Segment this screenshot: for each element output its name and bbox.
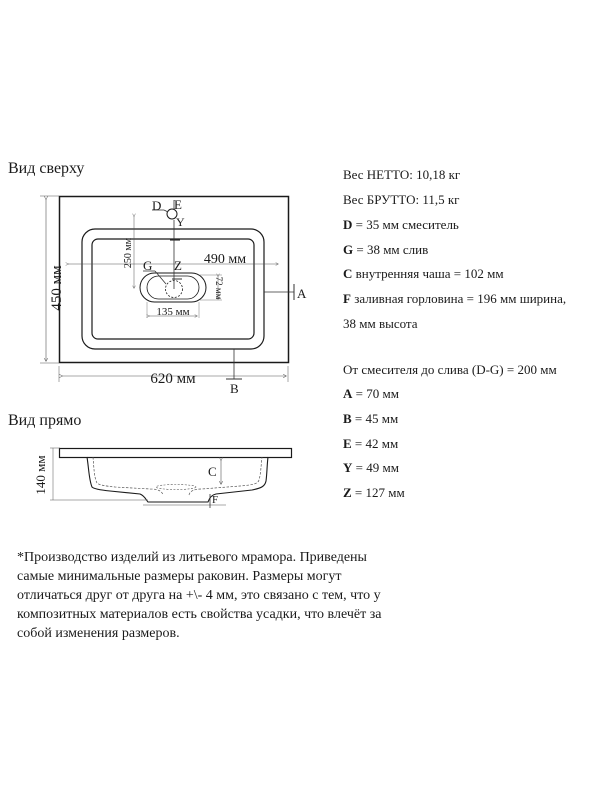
spec-item: F заливная горловина = 196 мм ширина,: [343, 291, 567, 306]
spec-item: E = 42 мм: [343, 436, 399, 451]
label-Z: Z: [174, 258, 182, 273]
spec-item: Вес БРУТТО: 11,5 кг: [343, 192, 460, 207]
label-A: A: [297, 286, 307, 301]
spec-item: B = 45 мм: [343, 411, 399, 426]
spec-item: Вес НЕТТО: 10,18 кг: [343, 167, 461, 182]
label-B: B: [230, 381, 239, 396]
front-slab: [60, 449, 292, 458]
label-D: D: [152, 198, 162, 213]
label-height: 140 мм: [33, 455, 48, 495]
spec-item: C внутренняя чаша = 102 мм: [343, 266, 504, 281]
label-G: G: [143, 258, 153, 273]
front-view-title: Вид прямо: [8, 412, 82, 429]
label-overflow-height: 72 мм: [214, 276, 224, 300]
label-drain-distance: 250 мм: [123, 237, 134, 269]
spec-item: A = 70 мм: [343, 386, 399, 401]
spec-item: Z = 127 мм: [343, 485, 405, 500]
label-F: F: [212, 494, 219, 506]
spec-item: Y = 49 мм: [343, 460, 399, 475]
label-Y: Y: [176, 215, 185, 229]
top-view-title: Вид сверху: [8, 160, 85, 177]
front-basin-outline: [87, 457, 268, 502]
spec-item: От смесителя до слива (D-G) = 200 мм: [343, 362, 557, 377]
label-overflow-width: 135 мм: [156, 306, 190, 318]
spec-item: G = 38 мм слив: [343, 242, 429, 257]
footnote: *Производство изделий из литьевого мрамора. Приведены самые минимальные размеры раковин. Размеры могут отличаться друг от друга на +\- 4 мм, это связано с тем, что у композитных материалов есть свойства усадки, что влечёт за собой изменения размеров.: [17, 550, 382, 641]
label-C: C: [208, 464, 217, 479]
label-depth: 450 мм: [49, 265, 65, 311]
label-width: 620 мм: [150, 371, 196, 387]
label-E: E: [174, 197, 182, 212]
spec-item: 38 мм высота: [343, 316, 418, 331]
spec-item: D = 35 мм смеситель: [343, 217, 459, 232]
label-bowl-width: 490 мм: [203, 252, 247, 267]
